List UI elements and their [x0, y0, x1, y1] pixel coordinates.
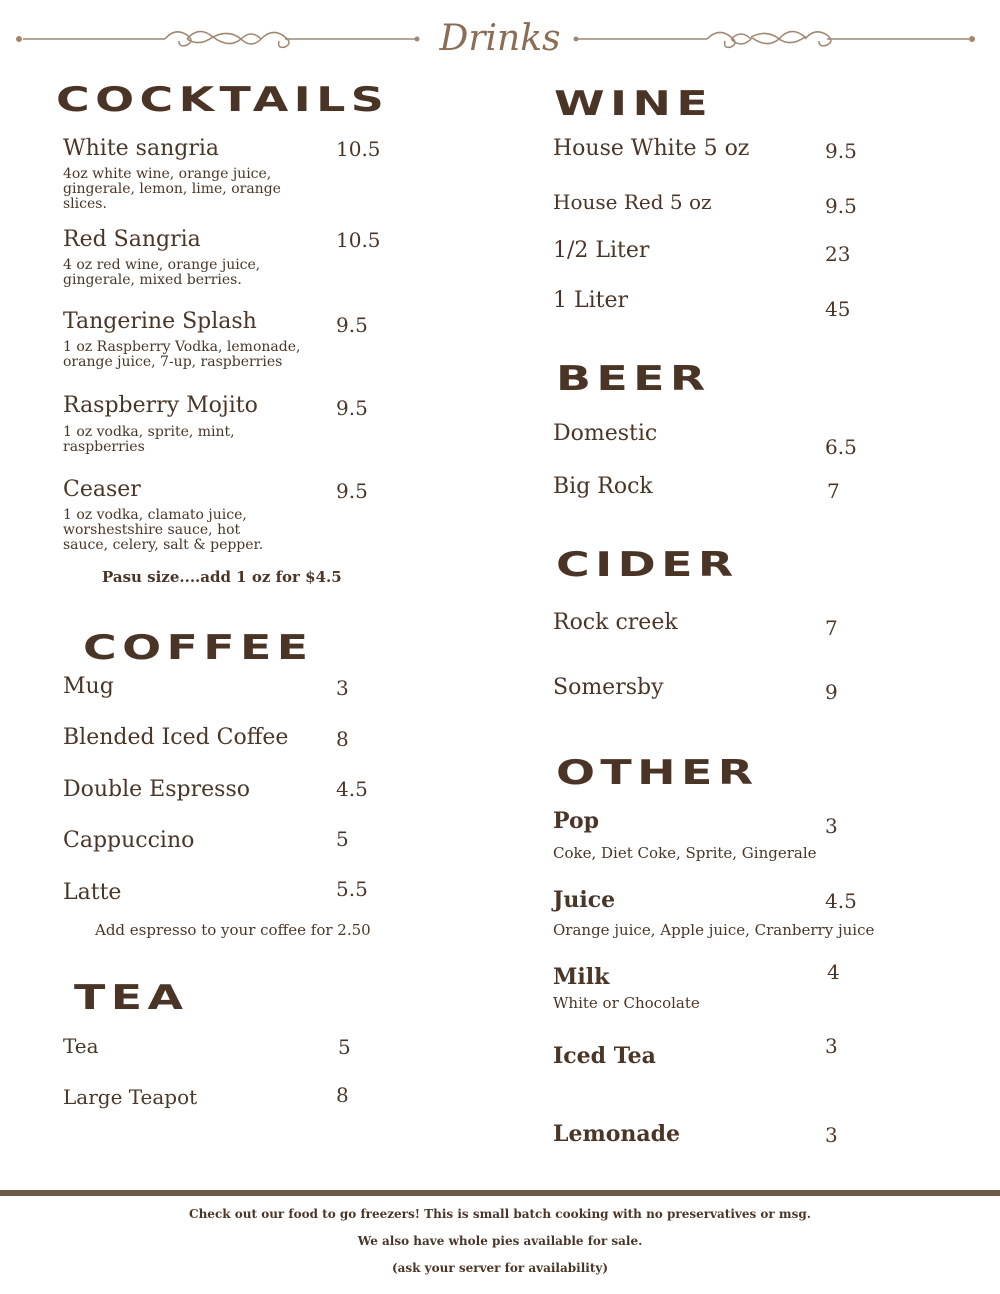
tea-price: 5: [338, 1035, 351, 1059]
wine-heading: WINE: [554, 84, 714, 124]
wine-price: 45: [825, 297, 851, 321]
cocktail-price: 9.5: [336, 396, 368, 420]
menu-title: Drinks: [439, 18, 561, 59]
beer-name: Big Rock: [553, 474, 653, 499]
other-name: Milk: [553, 964, 610, 990]
footer-line-1: Check out our food to go freezers! This is small batch cooking with no preservatives or msg.: [189, 1207, 811, 1221]
cocktail-size-note: Pasu size....add 1 oz for $4.5: [102, 568, 342, 586]
other-price: 3: [825, 1123, 838, 1147]
other-price: 3: [825, 1034, 838, 1058]
cider-name: Rock creek: [553, 610, 678, 635]
cocktail-desc: 1 oz vodka, clamato juice, worshestshire sauce, hot sauce, celery, salt & pepper.: [63, 507, 264, 553]
cider-price: 9: [825, 680, 838, 704]
cocktail-name: Tangerine Splash: [63, 309, 257, 334]
other-desc: Orange juice, Apple juice, Cranberry juice: [553, 921, 875, 939]
cider-heading: CIDER: [556, 545, 739, 585]
cocktail-name: Raspberry Mojito: [63, 393, 258, 418]
cocktail-name: White sangria: [63, 136, 219, 161]
coffee-name: Mug: [63, 674, 114, 699]
coffee-price: 4.5: [336, 777, 368, 801]
cocktail-name: Red Sangria: [63, 227, 201, 252]
wine-name: House White 5 oz: [553, 136, 750, 161]
beer-heading: BEER: [556, 359, 711, 399]
other-desc: White or Chocolate: [553, 994, 700, 1012]
other-heading: OTHER: [556, 753, 759, 793]
coffee-price: 8: [336, 727, 349, 751]
coffee-price: 3: [336, 676, 349, 700]
other-name: Iced Tea: [553, 1043, 656, 1069]
other-desc: Coke, Diet Coke, Sprite, Gingerale: [553, 844, 817, 862]
other-price: 3: [825, 814, 838, 838]
coffee-name: Blended Iced Coffee: [63, 725, 289, 750]
cocktail-desc: 1 oz vodka, sprite, mint, raspberries: [63, 424, 235, 455]
beer-price: 7: [827, 479, 840, 503]
cocktail-desc: 1 oz Raspberry Vodka, lemonade, orange juice, 7-up, raspberries: [63, 339, 301, 370]
cider-price: 7: [825, 616, 838, 640]
coffee-espresso-note: Add espresso to your coffee for 2.50: [95, 921, 371, 939]
wine-price: 9.5: [825, 194, 857, 218]
coffee-heading: COFFEE: [83, 628, 314, 668]
footer-line-2: We also have whole pies available for sale.: [357, 1234, 643, 1248]
coffee-price: 5.5: [336, 877, 368, 901]
tea-price: 8: [336, 1083, 349, 1107]
cocktail-price: 10.5: [336, 137, 381, 161]
tea-name: Large Teapot: [63, 1085, 198, 1109]
coffee-name: Latte: [63, 880, 122, 905]
cocktails-heading: COCKTAILS: [56, 80, 390, 120]
beer-name: Domestic: [553, 421, 658, 446]
other-price: 4: [827, 960, 840, 984]
cocktail-price: 9.5: [336, 479, 368, 503]
tea-heading: TEA: [74, 978, 189, 1018]
wine-price: 9.5: [825, 139, 857, 163]
wine-name: House Red 5 oz: [553, 190, 712, 214]
other-name: Pop: [553, 808, 600, 834]
beer-price: 6.5: [825, 435, 857, 459]
tea-name: Tea: [63, 1034, 99, 1058]
other-name: Lemonade: [553, 1121, 681, 1147]
footer-line-3: (ask your server for availability): [391, 1261, 609, 1275]
cocktail-desc: 4 oz red wine, orange juice, gingerale, mixed berries.: [63, 257, 261, 288]
coffee-name: Cappuccino: [63, 828, 195, 853]
cocktail-desc: 4oz white wine, orange juice, gingerale, lemon, lime, orange slices.: [63, 166, 281, 212]
footer-divider: [0, 1190, 1000, 1196]
coffee-price: 5: [336, 827, 349, 851]
title-banner: [0, 10, 1000, 70]
wine-price: 23: [825, 242, 851, 266]
wine-name: 1 Liter: [553, 288, 629, 313]
cocktail-name: Ceaser: [63, 477, 141, 502]
cocktail-price: 10.5: [336, 228, 381, 252]
wine-name: 1/2 Liter: [553, 238, 650, 263]
other-name: Juice: [553, 887, 616, 913]
other-price: 4.5: [825, 889, 857, 913]
cider-name: Somersby: [553, 675, 664, 700]
coffee-name: Double Espresso: [63, 777, 250, 802]
cocktail-price: 9.5: [336, 313, 368, 337]
